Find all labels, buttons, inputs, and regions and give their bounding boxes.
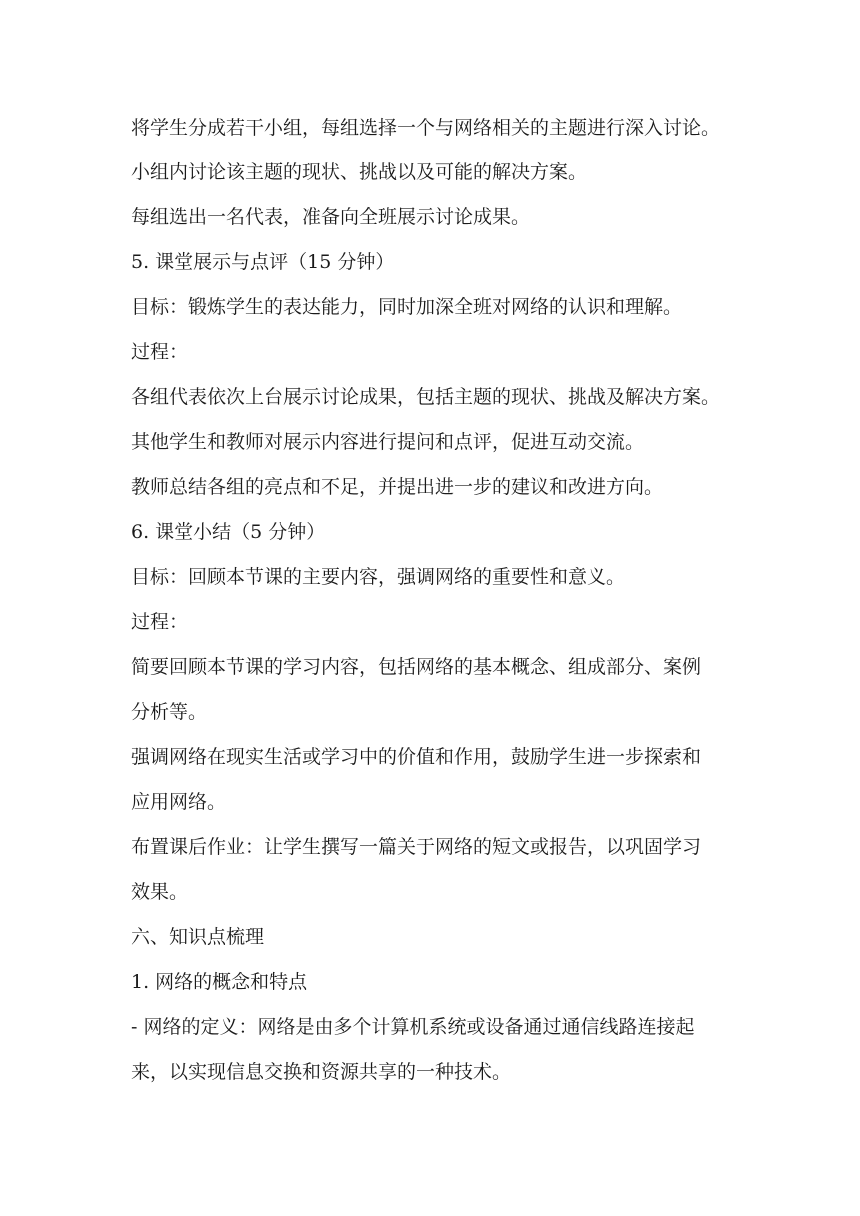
subsection-heading: 1. 网络的概念和特点 bbox=[131, 971, 308, 993]
section-heading: 六、知识点梳理 bbox=[131, 926, 265, 948]
paragraph-line: 每组选出一名代表，准备向全班展示讨论成果。 bbox=[131, 206, 531, 228]
paragraph-line: 过程： bbox=[131, 611, 189, 633]
paragraph-line: 分析等。 bbox=[131, 701, 208, 723]
paragraph-line: 过程： bbox=[131, 341, 189, 363]
paragraph-line: 效果。 bbox=[131, 881, 189, 903]
paragraph-line: 布置课后作业：让学生撰写一篇关于网络的短文或报告，以巩固学习 bbox=[131, 836, 702, 858]
section-heading: 6. 课堂小结（5 分钟） bbox=[131, 521, 326, 543]
paragraph-line: 来，以实现信息交换和资源共享的一种技术。 bbox=[131, 1061, 512, 1083]
paragraph-line: 强调网络在现实生活或学习中的价值和作用，鼓励学生进一步探索和 bbox=[131, 746, 702, 768]
paragraph-line: - 网络的定义：网络是由多个计算机系统或设备通过通信线路连接起 bbox=[131, 1016, 695, 1038]
paragraph-line: 简要回顾本节课的学习内容，包括网络的基本概念、组成部分、案例 bbox=[131, 656, 702, 678]
paragraph-line: 各组代表依次上台展示讨论成果，包括主题的现状、挑战及解决方案。 bbox=[131, 386, 721, 408]
paragraph-line: 目标：锻炼学生的表达能力，同时加深全班对网络的认识和理解。 bbox=[131, 296, 683, 318]
paragraph-line: 其他学生和教师对展示内容进行提问和点评，促进互动交流。 bbox=[131, 431, 645, 453]
paragraph-line: 小组内讨论该主题的现状、挑战以及可能的解决方案。 bbox=[131, 161, 588, 183]
paragraph-line: 将学生分成若干小组，每组选择一个与网络相关的主题进行深入讨论。 bbox=[131, 117, 721, 139]
paragraph-line: 教师总结各组的亮点和不足，并提出进一步的建议和改进方向。 bbox=[131, 476, 664, 498]
paragraph-line: 目标：回顾本节课的主要内容，强调网络的重要性和意义。 bbox=[131, 566, 626, 588]
section-heading: 5. 课堂展示与点评（15 分钟） bbox=[131, 251, 395, 273]
paragraph-line: 应用网络。 bbox=[131, 791, 227, 813]
